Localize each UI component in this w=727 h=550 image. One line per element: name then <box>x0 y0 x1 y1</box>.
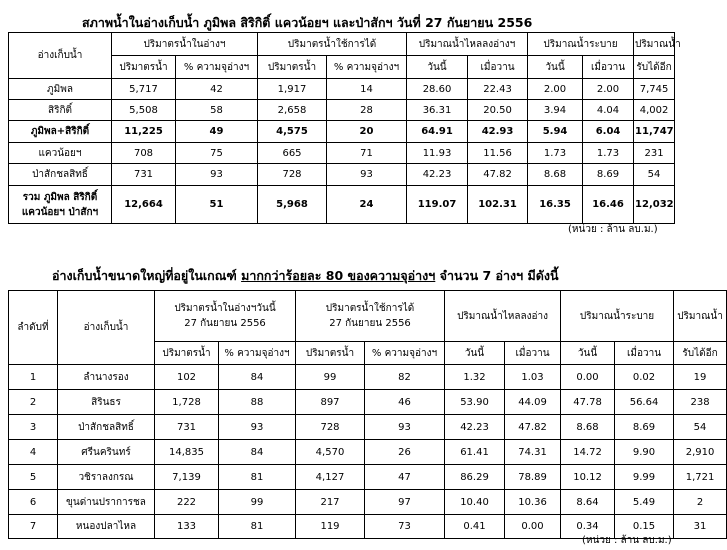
table2-title-part3: จำนวน 7 อ่างฯ มีดังนี้ <box>435 268 559 283</box>
cell-out-yesterday: 0.15 <box>615 515 674 539</box>
header-inflow: ปริมาณน้ำไหลลงอ่าง <box>445 291 561 342</box>
table1-title: สภาพน้ำในอ่างเก็บน้ำ ภูมิพล สิริกิติ์ แควน้อยฯ และป่าสักฯ วันที่ 27 กันยายน 2556 <box>82 15 533 30</box>
header-volume: ปริมาตรน้ำ <box>155 342 219 365</box>
cell-out-today: 8.68 <box>528 164 583 186</box>
cell-in-yesterday: 74.31 <box>505 440 561 465</box>
cell-name-total <box>9 186 112 224</box>
cell-name: แควน้อยฯ <box>9 143 112 164</box>
cell-capacity: 54 <box>674 415 727 440</box>
header-storage-line2: 27 กันยายน 2556 <box>184 318 266 329</box>
cell-in-today: 28.60 <box>407 79 468 100</box>
header-yesterday: เมื่อวาน <box>468 56 528 79</box>
cell-usepct: 14 <box>327 79 407 100</box>
cell-in-today: 0.41 <box>445 515 505 539</box>
cell-no: 3 <box>9 415 58 440</box>
cell-name: ป่าสักชลสิทธิ์ <box>9 164 112 186</box>
cell-out-yesterday: 16.46 <box>583 186 634 224</box>
cell-usepct: 73 <box>365 515 445 539</box>
cell-in-yesterday: 11.56 <box>468 143 528 164</box>
cell-name: สิริกิติ์ <box>9 100 112 121</box>
header-yesterday-release: เมื่อวาน <box>583 56 634 79</box>
cell-pct: 49 <box>176 121 258 143</box>
cell-in-yesterday: 42.93 <box>468 121 528 143</box>
header-release: ปริมาณน้ำระบาย <box>528 33 634 56</box>
cell-capacity: 12,032 <box>634 186 675 224</box>
cell-in-today: 86.29 <box>445 465 505 490</box>
header-today-release: วันนี้ <box>561 342 615 365</box>
cell-out-yesterday: 4.04 <box>583 100 634 121</box>
cell-out-today: 16.35 <box>528 186 583 224</box>
cell-vol: 5,717 <box>112 79 176 100</box>
cell-no: 2 <box>9 390 58 415</box>
table2-title-part1: อ่างเก็บน้ำขนาดใหญ่ที่อยู่ในเกณฑ์ <box>52 268 242 283</box>
cell-out-yesterday: 6.04 <box>583 121 634 143</box>
cell-vol: 12,664 <box>112 186 176 224</box>
cell-use: 728 <box>296 415 365 440</box>
cell-in-yesterday: 0.00 <box>505 515 561 539</box>
cell-vol: 7,139 <box>155 465 219 490</box>
cell-pct: 81 <box>219 465 296 490</box>
cell-usepct: 26 <box>365 440 445 465</box>
header-volume-usable: ปริมาตรน้ำ <box>258 56 327 79</box>
cell-out-today: 0.00 <box>561 365 615 390</box>
header-today-release: วันนี้ <box>528 56 583 79</box>
cell-capacity: 4,002 <box>634 100 675 121</box>
cell-in-today: 11.93 <box>407 143 468 164</box>
header-reservoir: อ่างเก็บน้ำ <box>9 33 112 79</box>
cell-use: 4,127 <box>296 465 365 490</box>
table2-title <box>52 266 559 286</box>
table1-unit-note: (หน่วย : ล้าน ลบ.ม.) <box>568 224 658 235</box>
cell-name: ภูมิพล <box>9 79 112 100</box>
cell-usepct: 93 <box>365 415 445 440</box>
cell-vol: 102 <box>155 365 219 390</box>
cell-vol: 1,728 <box>155 390 219 415</box>
cell-out-today: 8.64 <box>561 490 615 515</box>
cell-in-today: 53.90 <box>445 390 505 415</box>
table-row-subtotal <box>9 121 675 143</box>
cell-name: ขุนด่านปราการชล <box>58 490 155 515</box>
cell-in-yesterday: 20.50 <box>468 100 528 121</box>
header-capacity: ปริมาณน้ำ <box>674 291 727 342</box>
cell-capacity: 7,745 <box>634 79 675 100</box>
header-percent-usable: % ความจุอ่างฯ <box>365 342 445 365</box>
large-reservoirs-table <box>8 290 727 539</box>
cell-name: สิรินธร <box>58 390 155 415</box>
cell-out-yesterday: 5.49 <box>615 490 674 515</box>
header-can-receive: รับได้อีก <box>674 342 727 365</box>
table-row <box>9 79 675 100</box>
cell-no: 5 <box>9 465 58 490</box>
cell-pct: 84 <box>219 440 296 465</box>
header-usable-line1: ปริมาตรน้ำใช้การได้ <box>325 303 415 314</box>
cell-name: หนองปลาไหล <box>58 515 155 539</box>
total-label-line2: แควน้อยฯ ป่าสักฯ <box>21 206 99 218</box>
cell-capacity: 19 <box>674 365 727 390</box>
reservoir-status-table <box>8 32 681 224</box>
cell-out-yesterday: 2.00 <box>583 79 634 100</box>
cell-out-today: 8.68 <box>561 415 615 440</box>
cell-no: 6 <box>9 490 58 515</box>
cell-in-today: 1.32 <box>445 365 505 390</box>
cell-in-today: 42.23 <box>445 415 505 440</box>
cell-in-today: 61.41 <box>445 440 505 465</box>
cell-name: ศรีนครินทร์ <box>58 440 155 465</box>
cell-out-yesterday: 8.69 <box>583 164 634 186</box>
cell-use: 665 <box>258 143 327 164</box>
cell-out-today: 0.34 <box>561 515 615 539</box>
table-row-total <box>9 186 675 224</box>
cell-out-yesterday: 1.73 <box>583 143 634 164</box>
cell-name: วชิราลงกรณ <box>58 465 155 490</box>
cell-usepct: 82 <box>365 365 445 390</box>
header-capacity: ปริมาณน้ำ <box>634 33 675 56</box>
cell-pct: 58 <box>176 100 258 121</box>
header-usable <box>296 291 445 342</box>
header-volume-usable: ปริมาตรน้ำ <box>296 342 365 365</box>
header-storage: ปริมาตรน้ำในอ่างฯ <box>112 33 258 56</box>
cell-capacity: 54 <box>634 164 675 186</box>
cell-use: 4,570 <box>296 440 365 465</box>
cell-vol: 11,225 <box>112 121 176 143</box>
cell-name: ป่าสักชลสิทธิ์ <box>58 415 155 440</box>
cell-use: 4,575 <box>258 121 327 143</box>
cell-capacity: 1,721 <box>674 465 727 490</box>
cell-capacity: 231 <box>634 143 675 164</box>
cell-out-today: 3.94 <box>528 100 583 121</box>
cell-in-today: 42.23 <box>407 164 468 186</box>
cell-vol: 14,835 <box>155 440 219 465</box>
cell-capacity: 11,747 <box>634 121 675 143</box>
header-usable: ปริมาตรน้ำใช้การได้ <box>258 33 407 56</box>
cell-usepct: 28 <box>327 100 407 121</box>
cell-use: 119 <box>296 515 365 539</box>
cell-vol: 731 <box>155 415 219 440</box>
total-label-line1: รวม ภูมิพล สิริกิติ์ <box>22 191 98 203</box>
cell-usepct: 24 <box>327 186 407 224</box>
cell-in-today: 10.40 <box>445 490 505 515</box>
cell-pct: 42 <box>176 79 258 100</box>
table-row <box>9 143 675 164</box>
cell-no: 7 <box>9 515 58 539</box>
table-row <box>9 100 675 121</box>
cell-use: 5,968 <box>258 186 327 224</box>
cell-pct: 88 <box>219 390 296 415</box>
cell-out-yesterday: 0.02 <box>615 365 674 390</box>
cell-vol: 708 <box>112 143 176 164</box>
cell-out-yesterday: 9.99 <box>615 465 674 490</box>
cell-use: 2,658 <box>258 100 327 121</box>
header-yesterday: เมื่อวาน <box>505 342 561 365</box>
header-usable-line2: 27 กันยายน 2556 <box>329 318 411 329</box>
header-percent: % ความจุอ่างฯ <box>219 342 296 365</box>
header-no: ลำดับที่ <box>9 291 58 365</box>
cell-capacity: 2,910 <box>674 440 727 465</box>
cell-usepct: 71 <box>327 143 407 164</box>
cell-use: 897 <box>296 390 365 415</box>
cell-capacity: 31 <box>674 515 727 539</box>
cell-capacity: 238 <box>674 390 727 415</box>
cell-in-today: 64.91 <box>407 121 468 143</box>
cell-out-today: 1.73 <box>528 143 583 164</box>
cell-out-today: 2.00 <box>528 79 583 100</box>
cell-out-yesterday: 9.90 <box>615 440 674 465</box>
cell-use: 99 <box>296 365 365 390</box>
cell-in-yesterday: 102.31 <box>468 186 528 224</box>
cell-out-today: 5.94 <box>528 121 583 143</box>
header-percent-usable: % ความจุอ่างฯ <box>327 56 407 79</box>
cell-out-today: 14.72 <box>561 440 615 465</box>
cell-in-today: 36.31 <box>407 100 468 121</box>
table2-title-criteria: มากกว่าร้อยละ 80 ของความจุอ่างฯ <box>241 268 436 283</box>
cell-in-today: 119.07 <box>407 186 468 224</box>
header-percent: % ความจุอ่างฯ <box>176 56 258 79</box>
cell-in-yesterday: 78.89 <box>505 465 561 490</box>
cell-in-yesterday: 47.82 <box>505 415 561 440</box>
cell-in-yesterday: 1.03 <box>505 365 561 390</box>
cell-use: 728 <box>258 164 327 186</box>
cell-usepct: 47 <box>365 465 445 490</box>
header-storage <box>155 291 296 342</box>
cell-pct: 93 <box>176 164 258 186</box>
cell-in-yesterday: 47.82 <box>468 164 528 186</box>
cell-vol: 5,508 <box>112 100 176 121</box>
cell-out-today: 10.12 <box>561 465 615 490</box>
cell-in-yesterday: 44.09 <box>505 390 561 415</box>
table2-unit-note: (หน่วย : ล้าน ลบ.ม.) <box>582 535 672 546</box>
header-volume: ปริมาตรน้ำ <box>112 56 176 79</box>
cell-name: ภูมิพล+สิริกิติ์ <box>9 121 112 143</box>
cell-vol: 731 <box>112 164 176 186</box>
cell-out-today: 47.78 <box>561 390 615 415</box>
cell-use: 217 <box>296 490 365 515</box>
cell-out-yesterday: 8.69 <box>615 415 674 440</box>
table-row <box>9 465 727 490</box>
table-row <box>9 365 727 390</box>
table-row <box>9 440 727 465</box>
cell-usepct: 20 <box>327 121 407 143</box>
cell-in-yesterday: 22.43 <box>468 79 528 100</box>
cell-pct: 75 <box>176 143 258 164</box>
cell-usepct: 46 <box>365 390 445 415</box>
cell-pct: 93 <box>219 415 296 440</box>
table-row <box>9 415 727 440</box>
cell-vol: 133 <box>155 515 219 539</box>
cell-pct: 99 <box>219 490 296 515</box>
cell-vol: 222 <box>155 490 219 515</box>
header-reservoir: อ่างเก็บน้ำ <box>58 291 155 365</box>
table-row <box>9 390 727 415</box>
cell-capacity: 2 <box>674 490 727 515</box>
cell-pct: 51 <box>176 186 258 224</box>
cell-no: 4 <box>9 440 58 465</box>
table-row <box>9 490 727 515</box>
header-inflow: ปริมาณน้ำไหลลงอ่างฯ <box>407 33 528 56</box>
cell-name: ลำนางรอง <box>58 365 155 390</box>
cell-usepct: 93 <box>327 164 407 186</box>
cell-usepct: 97 <box>365 490 445 515</box>
cell-use: 1,917 <box>258 79 327 100</box>
header-yesterday-release: เมื่อวาน <box>615 342 674 365</box>
header-today: วันนี้ <box>407 56 468 79</box>
header-today: วันนี้ <box>445 342 505 365</box>
cell-pct: 84 <box>219 365 296 390</box>
cell-out-yesterday: 56.64 <box>615 390 674 415</box>
cell-pct: 81 <box>219 515 296 539</box>
header-can-receive: รับได้อีก <box>634 56 675 79</box>
cell-no: 1 <box>9 365 58 390</box>
header-release: ปริมาณน้ำระบาย <box>561 291 674 342</box>
cell-in-yesterday: 10.36 <box>505 490 561 515</box>
table-row <box>9 164 675 186</box>
header-storage-line1: ปริมาตรน้ำในอ่างฯวันนี้ <box>174 303 276 314</box>
